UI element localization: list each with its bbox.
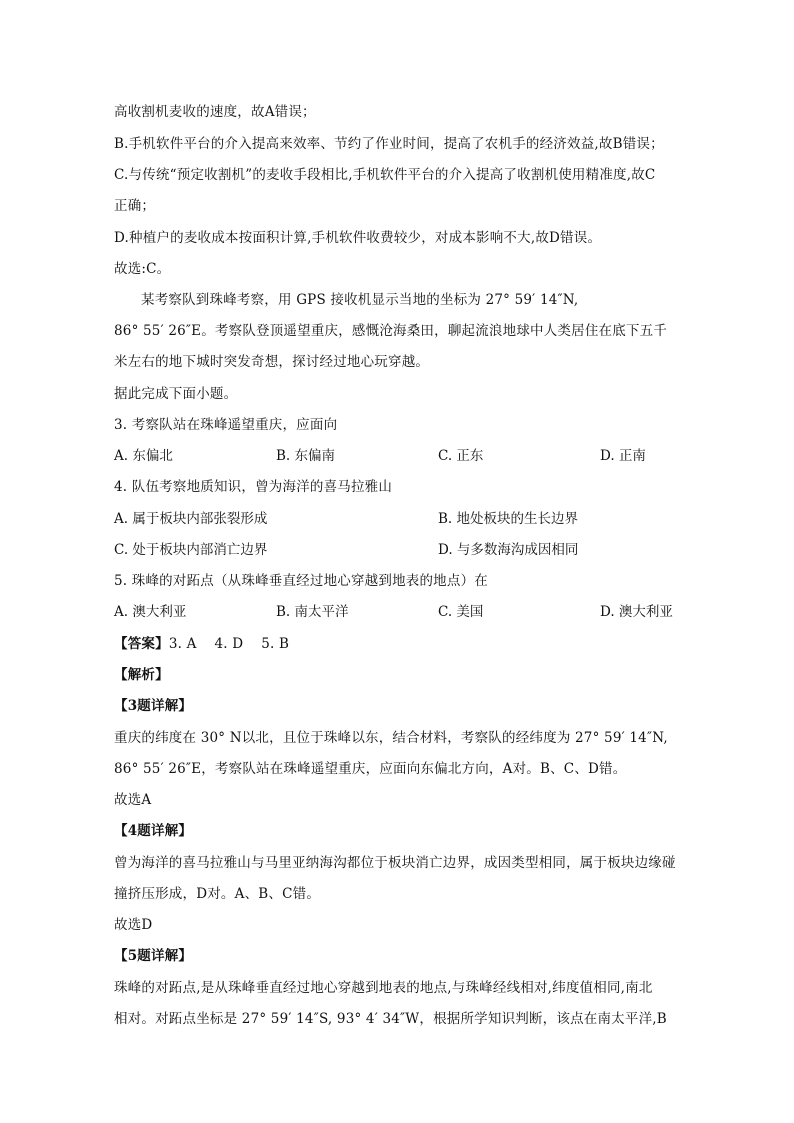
passage-line: 某考察队到珠峰考察，用 GPS 接收机显示当地的坐标为 27° 59′ 14″N, — [141, 292, 579, 308]
detail-5-text: 珠峰的对跖点,是从珠峰垂直经过地心穿越到地表的地点,与珠峰经线相对,纬度值相同,南北 — [114, 980, 653, 996]
q4-option-c: C. 处于板块内部消亡边界 — [114, 542, 268, 558]
detail-5-heading: 【5题详解】 — [114, 948, 193, 964]
q5-option-c: C. 美国 — [438, 604, 484, 620]
detail-4-text: 曾为海洋的喜马拉雅山与马里亚纳海沟都位于板块消亡边界，成因类型相同，属于板块边缘碰 — [114, 855, 676, 871]
detail-5-text: 相对。对跖点坐标是 27° 59′ 14″S, 93° 4′ 34″W，根据所学知识判断，该点在南太平洋,B — [114, 1011, 667, 1027]
q5-option-a: A. 澳大利亚 — [114, 604, 187, 620]
q5-option-d: D. 澳大利亚 — [600, 604, 673, 620]
detail-3-text: 86° 55′ 26″E，考察队站在珠峰遥望重庆，应面向东偏北方向，A对。B、C、D错。 — [114, 761, 627, 777]
detail-4-heading: 【4题详解】 — [114, 823, 193, 839]
detail-3-text: 重庆的纬度在 30° N以北，且位于珠峰以东，结合材料，考察队的经纬度为 27° 59′ 14″N, — [114, 730, 668, 746]
question-4-stem: 4. 队伍考察地质知识，曾为海洋的喜马拉雅山 — [114, 479, 393, 495]
q5-option-b: B. 南太平洋 — [276, 604, 349, 620]
instruction-line: 据此完成下面小题。 — [114, 386, 238, 402]
detail-3-choice: 故选A — [114, 792, 152, 808]
answer-label: 【答案】 — [114, 636, 169, 652]
question-5-stem: 5. 珠峰的对跖点（从珠峰垂直经过地心穿越到地表的地点）在 — [114, 573, 488, 589]
detail-4-choice: 故选D — [114, 917, 153, 933]
text-line: B.手机软件平台的介入提高来效率、节约了作业时间，提高了农机手的经济效益,故B错误； — [114, 136, 664, 152]
q4-option-b: B. 地处板块的生长边界 — [438, 511, 579, 527]
text-line: 高收割机麦收的速度，故A错误； — [114, 104, 316, 120]
q3-option-d: D. 正南 — [600, 448, 646, 464]
detail-4-text: 撞挤压形成，D对。A、B、C错。 — [114, 886, 321, 902]
q4-option-a: A. 属于板块内部张裂形成 — [114, 511, 268, 527]
q4-option-d: D. 与多数海沟成因相同 — [438, 542, 579, 558]
passage-line: 86° 55′ 26″E。考察队登顶遥望重庆，感慨沧海桑田，聊起流浪地球中人类居住在底下五千 — [114, 323, 668, 339]
text-line: 故选:C。 — [114, 261, 171, 277]
analysis-label: 【解析】 — [114, 667, 169, 683]
question-3-stem: 3. 考察队站在珠峰遥望重庆，应面向 — [114, 417, 338, 433]
answer-line — [114, 634, 289, 654]
detail-3-heading: 【3题详解】 — [114, 698, 193, 714]
passage-line: 米左右的地下城时突发奇想，探讨经过地心玩穿越。 — [114, 354, 430, 370]
text-line: D.种植户的麦收成本按面积计算,手机软件收费较少，对成本影响不大,故D错误。 — [114, 230, 602, 246]
text-line: C.与传统“预定收割机”的麦收手段相比,手机软件平台的介入提高了收割机使用精准度,故C — [114, 167, 656, 183]
text-line: 正确； — [114, 198, 156, 214]
q3-option-a: A. 东偏北 — [114, 448, 173, 464]
q3-option-b: B. 东偏南 — [276, 448, 336, 464]
answer-text: 3. A 4. D 5. B — [168, 636, 290, 652]
q3-option-c: C. 正东 — [438, 448, 484, 464]
